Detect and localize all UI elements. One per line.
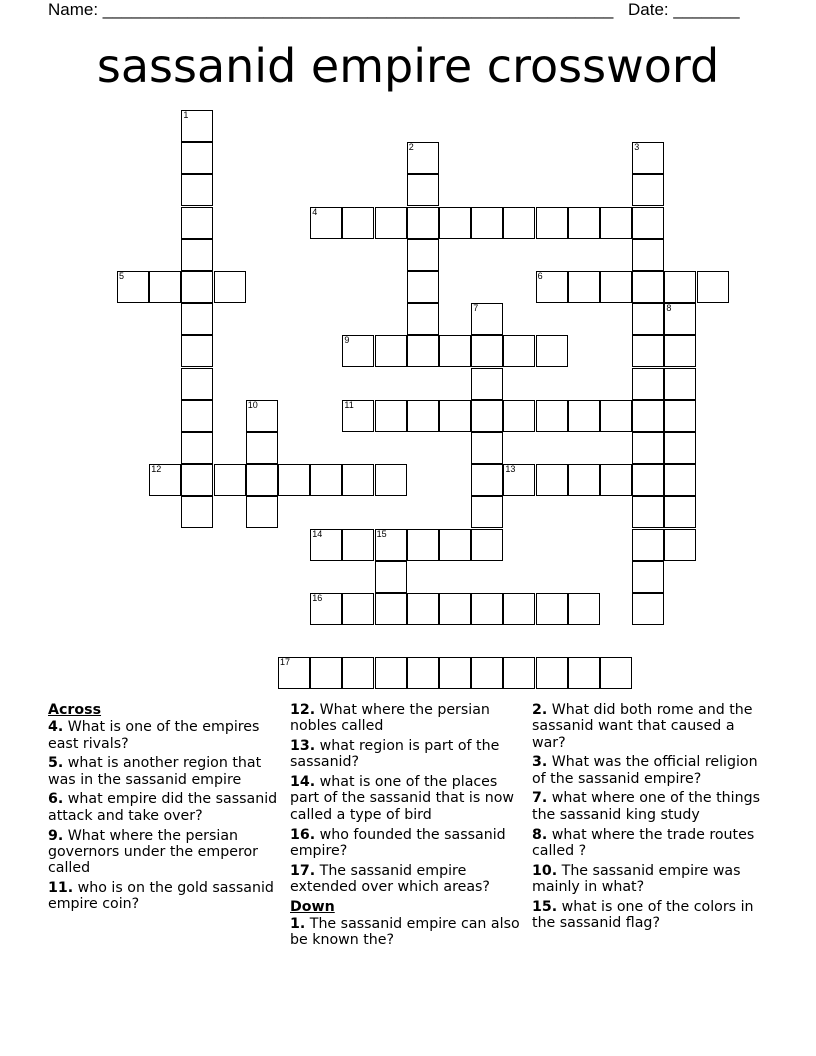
crossword-cell[interactable]: [117, 271, 149, 303]
date-field-label: Date: _______: [628, 0, 740, 19]
cell-number: 2: [408, 142, 414, 153]
clue-number: 5.: [48, 755, 64, 772]
clue-text: What was the official religion of the sassanid empire?: [532, 754, 758, 787]
cell-number: 4: [312, 206, 318, 217]
clue-column-1: [48, 702, 288, 916]
crossword-cell[interactable]: [310, 657, 342, 689]
clue-item: [48, 755, 288, 788]
crossword-cell[interactable]: [568, 400, 600, 432]
crossword-cell[interactable]: [471, 593, 503, 625]
crossword-cell[interactable]: [536, 593, 568, 625]
crossword-cell[interactable]: [600, 400, 632, 432]
crossword-cell[interactable]: [181, 303, 213, 335]
crossword-cell[interactable]: [310, 529, 342, 561]
clue-text: what is one of the places part of the sassanid that is now called a type of bird: [290, 774, 515, 823]
crossword-cell[interactable]: [632, 271, 664, 303]
crossword-cell[interactable]: [632, 303, 664, 335]
crossword-cell[interactable]: [632, 496, 664, 528]
clue-text: The sassanid empire can also be known the?: [290, 916, 520, 949]
crossword-cell[interactable]: [375, 561, 407, 593]
clue-number: 7.: [532, 790, 548, 807]
crossword-cell[interactable]: [697, 271, 729, 303]
crossword-cell[interactable]: [600, 271, 632, 303]
clue-item: [290, 916, 530, 949]
crossword-cell[interactable]: [181, 464, 213, 496]
crossword-cell[interactable]: [632, 207, 664, 239]
crossword-cell[interactable]: [568, 271, 600, 303]
crossword-cell[interactable]: [632, 174, 664, 206]
crossword-cell[interactable]: [439, 657, 471, 689]
clue-column-3: [532, 702, 772, 935]
clue-number: 1.: [290, 916, 306, 933]
crossword-cell[interactable]: [407, 593, 439, 625]
crossword-cell[interactable]: [342, 464, 374, 496]
clue-column-2: [290, 702, 530, 952]
clue-text: what where one of the things the sassanid king study: [532, 790, 760, 823]
crossword-cell[interactable]: [632, 529, 664, 561]
crossword-cell[interactable]: [407, 174, 439, 206]
crossword-cell[interactable]: [342, 529, 374, 561]
cell-number: 8: [666, 303, 672, 314]
crossword-cell[interactable]: [503, 593, 535, 625]
crossword-cell[interactable]: [407, 657, 439, 689]
crossword-cell[interactable]: [471, 432, 503, 464]
crossword-cell[interactable]: [439, 335, 471, 367]
crossword-cell[interactable]: [503, 464, 535, 496]
cell-number: 14: [312, 528, 323, 539]
crossword-cell[interactable]: [600, 657, 632, 689]
crossword-cell[interactable]: [536, 335, 568, 367]
crossword-cell[interactable]: [439, 207, 471, 239]
crossword-cell[interactable]: [568, 657, 600, 689]
crossword-cell[interactable]: [407, 271, 439, 303]
crossword-cell[interactable]: [375, 207, 407, 239]
clue-number: 2.: [532, 702, 548, 718]
crossword-cell[interactable]: [664, 529, 696, 561]
cell-number: 9: [344, 335, 350, 346]
crossword-cell[interactable]: [568, 464, 600, 496]
crossword-cell[interactable]: [181, 110, 213, 142]
clue-number: 16.: [290, 826, 316, 843]
clue-number: 4.: [48, 719, 64, 736]
crossword-cell[interactable]: [664, 335, 696, 367]
crossword-cell[interactable]: [407, 303, 439, 335]
crossword-cell[interactable]: [632, 561, 664, 593]
crossword-cell[interactable]: [375, 529, 407, 561]
clue-number: 13.: [290, 738, 316, 755]
crossword-cell[interactable]: [342, 593, 374, 625]
crossword-cell[interactable]: [664, 303, 696, 335]
clue-text: what where the trade routes called ?: [532, 826, 755, 859]
crossword-cell[interactable]: [310, 207, 342, 239]
crossword-cell[interactable]: [181, 335, 213, 367]
crossword-cell[interactable]: [181, 496, 213, 528]
crossword-cell[interactable]: [246, 432, 278, 464]
crossword-cell[interactable]: [600, 207, 632, 239]
clue-text: who is on the gold sassanid empire coin?: [48, 879, 274, 913]
crossword-cell[interactable]: [568, 207, 600, 239]
crossword-cell[interactable]: [471, 496, 503, 528]
crossword-cell[interactable]: [214, 464, 246, 496]
clue-item: [532, 790, 772, 823]
crossword-cell[interactable]: [181, 432, 213, 464]
crossword-cell[interactable]: [278, 464, 310, 496]
crossword-cell[interactable]: [310, 593, 342, 625]
crossword-cell[interactable]: [664, 400, 696, 432]
crossword-cell[interactable]: [181, 174, 213, 206]
down-heading: Down: [290, 898, 335, 915]
crossword-cell[interactable]: [471, 207, 503, 239]
crossword-cell[interactable]: [664, 432, 696, 464]
crossword-cell[interactable]: [632, 593, 664, 625]
crossword-cell[interactable]: [632, 400, 664, 432]
clue-number: 11.: [48, 879, 74, 896]
crossword-cell[interactable]: [471, 335, 503, 367]
crossword-cell[interactable]: [632, 432, 664, 464]
crossword-cell[interactable]: [149, 464, 181, 496]
crossword-cell[interactable]: [503, 400, 535, 432]
clue-number: 6.: [48, 791, 64, 808]
crossword-cell[interactable]: [632, 239, 664, 271]
crossword-cell[interactable]: [342, 207, 374, 239]
crossword-cell[interactable]: [471, 657, 503, 689]
crossword-cell[interactable]: [246, 496, 278, 528]
crossword-cell[interactable]: [439, 400, 471, 432]
clue-item: [48, 791, 288, 824]
clue-text: The sassanid empire was mainly in what?: [532, 862, 741, 895]
clue-item: [532, 899, 772, 932]
crossword-cell[interactable]: [214, 271, 246, 303]
crossword-cell[interactable]: [375, 464, 407, 496]
crossword-cell[interactable]: [439, 593, 471, 625]
crossword-cell[interactable]: [181, 400, 213, 432]
crossword-cell[interactable]: [278, 657, 310, 689]
crossword-cell[interactable]: [407, 239, 439, 271]
crossword-cell[interactable]: [246, 400, 278, 432]
crossword-cell[interactable]: [568, 593, 600, 625]
cell-number: 5: [119, 271, 125, 281]
crossword-cell[interactable]: [471, 368, 503, 400]
clue-text: What where the persian nobles called: [290, 702, 490, 735]
clue-item: [48, 828, 288, 877]
crossword-cell[interactable]: [407, 400, 439, 432]
crossword-cell[interactable]: [439, 529, 471, 561]
crossword-cell[interactable]: [342, 335, 374, 367]
clue-number: 3.: [532, 754, 548, 771]
clue-number: 15.: [532, 898, 558, 915]
crossword-cell[interactable]: [632, 368, 664, 400]
crossword-cell[interactable]: [536, 464, 568, 496]
crossword-cell[interactable]: [181, 142, 213, 174]
cell-number: 11: [344, 399, 354, 410]
crossword-cell[interactable]: [536, 271, 568, 303]
clue-item: [290, 738, 530, 771]
crossword-cell[interactable]: [342, 657, 374, 689]
cell-number: 17: [280, 657, 291, 668]
crossword-cell[interactable]: [503, 335, 535, 367]
crossword-cell[interactable]: [664, 271, 696, 303]
crossword-cell[interactable]: [471, 464, 503, 496]
clue-item: [48, 719, 288, 752]
crossword-cell[interactable]: [632, 335, 664, 367]
cell-number: 13: [505, 464, 516, 475]
crossword-cell[interactable]: [149, 271, 181, 303]
crossword-cell[interactable]: [375, 400, 407, 432]
clue-item: [290, 863, 530, 896]
crossword-cell[interactable]: [632, 464, 664, 496]
clue-item: [290, 774, 530, 823]
crossword-cell[interactable]: [664, 464, 696, 496]
clue-text: what is one of the colors in the sassanid flag?: [532, 898, 754, 932]
clue-text: what is another region that was in the sassanid empire: [48, 755, 262, 788]
crossword-cell[interactable]: [246, 464, 278, 496]
crossword-cell[interactable]: [632, 142, 664, 174]
crossword-cell[interactable]: [503, 657, 535, 689]
crossword-cell[interactable]: [407, 142, 439, 174]
crossword-cell[interactable]: [181, 271, 213, 303]
clue-text: What is one of the empires east rivals?: [48, 719, 260, 752]
crossword-cell[interactable]: [664, 496, 696, 528]
clue-item: [532, 827, 772, 860]
cell-number: 1: [183, 110, 189, 120]
crossword-cell[interactable]: [342, 400, 374, 432]
crossword-cell[interactable]: [375, 657, 407, 689]
crossword-cell[interactable]: [407, 207, 439, 239]
clue-text: What did both rome and the sassanid want that caused a war?: [532, 702, 753, 751]
crossword-cell[interactable]: [407, 335, 439, 367]
clue-item: [290, 702, 530, 735]
clue-item: [48, 880, 288, 913]
crossword-cell[interactable]: [471, 303, 503, 335]
cell-number: 15: [376, 528, 387, 539]
clue-item: [290, 827, 530, 860]
page-title: sassanid empire crossword: [96, 39, 720, 93]
crossword-cell[interactable]: [536, 657, 568, 689]
clue-number: 12.: [290, 702, 316, 718]
crossword-cell[interactable]: [181, 207, 213, 239]
crossword-cell[interactable]: [375, 593, 407, 625]
cell-number: 3: [634, 142, 640, 153]
cell-number: 16: [312, 593, 323, 603]
clue-text: The sassanid empire extended over which areas?: [290, 862, 490, 895]
clue-text: what region is part of the sassanid?: [290, 738, 500, 771]
crossword-cell[interactable]: [600, 464, 632, 496]
crossword-cell[interactable]: [181, 239, 213, 271]
cell-number: 10: [247, 399, 258, 410]
crossword-cell[interactable]: [310, 464, 342, 496]
clue-number: 17.: [290, 862, 316, 879]
clue-number: 10.: [532, 862, 558, 879]
crossword-cell[interactable]: [536, 400, 568, 432]
cell-number: 7: [473, 303, 479, 314]
clue-number: 9.: [48, 827, 64, 844]
crossword-cell[interactable]: [536, 207, 568, 239]
clue-text: who founded the sassanid empire?: [290, 826, 506, 859]
clue-item: [532, 754, 772, 787]
crossword-cell[interactable]: [471, 400, 503, 432]
cell-number: 12: [151, 464, 162, 475]
cell-number: 6: [537, 271, 543, 281]
crossword-cell[interactable]: [375, 335, 407, 367]
crossword-cell[interactable]: [471, 529, 503, 561]
clue-item: [532, 863, 772, 896]
clue-item: [532, 702, 772, 751]
crossword-cell[interactable]: [407, 529, 439, 561]
crossword-cell[interactable]: [181, 368, 213, 400]
crossword-cell[interactable]: [664, 368, 696, 400]
clue-number: 14.: [290, 774, 316, 791]
name-field-label: Name: ______________________________________________________: [48, 0, 614, 19]
clue-number: 8.: [532, 826, 548, 843]
clue-text: what empire did the sassanid attack and take over?: [48, 791, 278, 824]
clue-text: What where the persian governors under the emperor called: [48, 827, 258, 877]
crossword-cell[interactable]: [503, 207, 535, 239]
across-heading: Across: [48, 702, 102, 718]
